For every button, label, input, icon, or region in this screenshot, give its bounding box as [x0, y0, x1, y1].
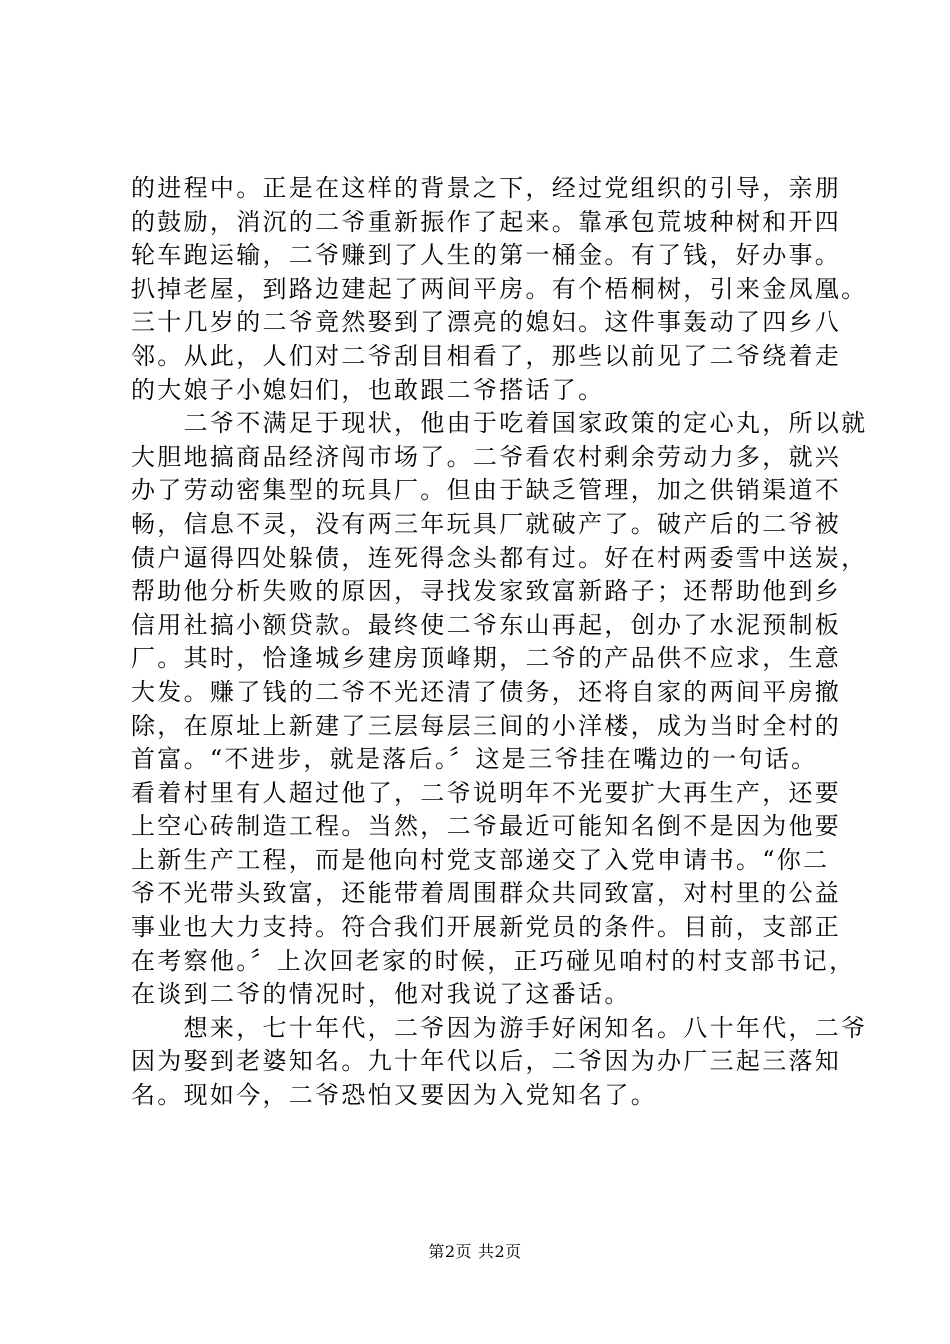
text-line: 的进程中。正是在这样的背景之下，经过党组织的引导，亲朋 — [131, 174, 842, 202]
text-line: 三十几岁的二爷竟然娶到了漂亮的媳妇。这件事轰动了四乡八 — [131, 308, 842, 337]
text-line: 上空心砖制造工程。当然，二爷最近可能知名倒不是因为他要 — [131, 812, 842, 841]
text-line: 厂。其时，恰逢城乡建房顶峰期，二爷的产品供不应求，生意 — [131, 644, 842, 673]
text-line: 想来，七十年代，二爷因为游手好闲知名。八十年代，二爷 — [131, 1013, 868, 1042]
text-line: 扒掉老屋，到路边建起了两间平房。有个梧桐树，引来金凤凰。 — [131, 274, 868, 303]
text-line: 帮助他分析失败的原因，寻找发家致富新路子；还帮助他到乡 — [131, 577, 842, 606]
text-line: 办了劳动密集型的玩具厂。但由于缺乏管理，加之供销渠道不 — [131, 476, 842, 505]
text-line: 除，在原址上新建了三层每层三间的小洋楼，成为当时全村的 — [131, 711, 842, 740]
text-line: 首富。“不进步，就是落后。〞这是三爷挂在嘴边的一句话。 — [131, 745, 818, 774]
text-line: 在谈到二爷的情况时，他对我说了这番话。 — [131, 980, 631, 1009]
text-line: 看着村里有人超过他了，二爷说明年不光要扩大再生产，还要 — [131, 778, 842, 807]
text-line: 信用社搞小额贷款。最终使二爷东山再起，创办了水泥预制板 — [131, 610, 842, 639]
text-line: 大发。赚了钱的二爷不光还清了债务，还将自家的两间平房撤 — [131, 677, 842, 706]
text-line: 畅，信息不灵，没有两三年玩具厂就破产了。破产后的二爷被 — [131, 509, 842, 538]
article-body — [131, 172, 868, 1113]
text-line: 邻。从此，人们对二爷刮目相看了，那些以前见了二爷绕着走 — [131, 341, 842, 370]
text-line: 大胆地搞商品经济闯市场了。二爷看农村剩余劳动力多，就兴 — [131, 442, 842, 471]
text-line: 在考察他。〞上次回老家的时候，正巧碰见咱村的村支部书记， — [131, 946, 856, 975]
text-line: 的大娘子小媳妇们，也敢跟二爷搭话了。 — [131, 375, 605, 404]
text-line: 上新生产工程，而是他向村党支部递交了入党申请书。“你二 — [131, 845, 830, 874]
text-line: 轮车跑运输，二爷赚到了人生的第一桶金。有了钱，好办事。 — [131, 241, 842, 270]
text-line: 的鼓励，消沉的二爷重新振作了起来。靠承包荒坡种树和开四 — [131, 207, 842, 236]
text-line: 债户逼得四处躲债，连死得念头都有过。好在村两委雪中送炭， — [131, 543, 868, 572]
page-total: 共2页 — [478, 1242, 522, 1261]
text-line: 爷不光带头致富，还能带着周围群众共同致富，对村里的公益 — [131, 879, 842, 908]
text-line: 因为娶到老婆知名。九十年代以后，二爷因为办厂三起三落知 — [131, 1047, 842, 1076]
text-line: 二爷不满足于现状，他由于吃着国家政策的定心丸，所以就 — [131, 409, 868, 438]
page-number: 第2页 — [428, 1242, 472, 1261]
text-line: 名。现如今，二爷恐怕又要因为入党知名了。 — [131, 1081, 657, 1110]
text-line: 事业也大力支持。符合我们开展新党员的条件。目前，支部正 — [131, 913, 842, 942]
page-footer — [0, 1240, 950, 1264]
